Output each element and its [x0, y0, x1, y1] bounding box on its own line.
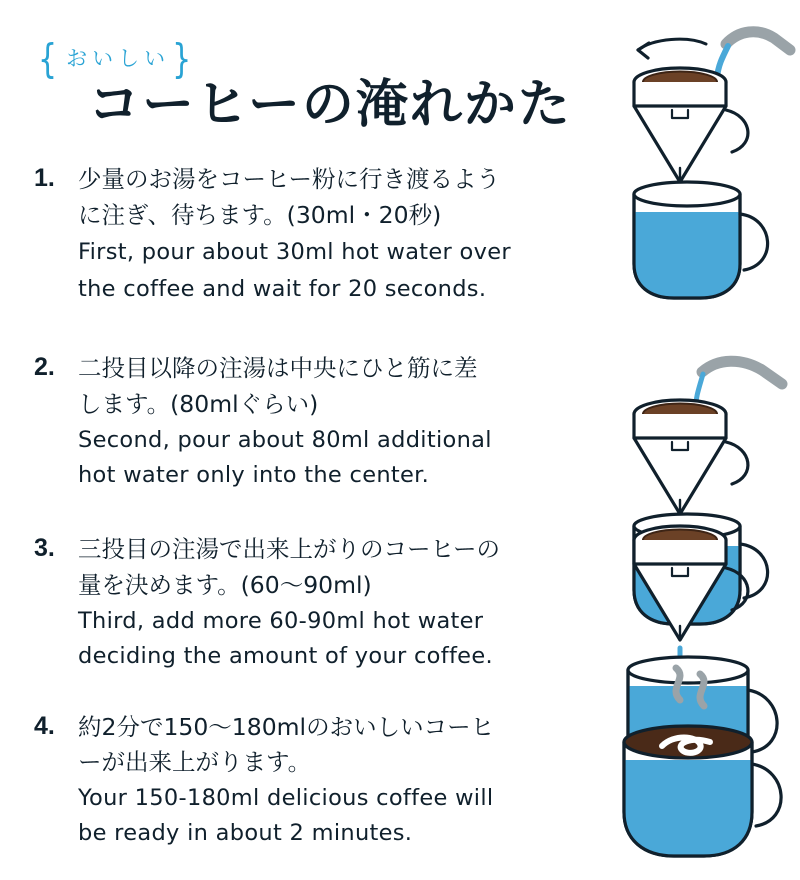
step-jp-line: 二投目以降の注湯は中央にひと筋に差	[78, 354, 478, 383]
step-jp-line: ーが出来上がります。	[78, 748, 312, 777]
step-en-line: Second, pour about 80ml additional	[78, 426, 492, 453]
step-jp-line: 少量のお湯をコーヒー粉に行き渡るよう	[78, 165, 501, 193]
dripper-over-mug-wide-pour-icon	[576, 6, 800, 321]
step-en-line: Third, add more 60-90ml hot water	[78, 607, 484, 634]
illustration-column	[576, 0, 800, 877]
list-item	[0, 532, 580, 673]
step-en-line: the coffee and wait for 20 seconds.	[78, 276, 487, 303]
step-jp-line: 三投目の注湯で出来上がりのコーヒーの	[78, 535, 501, 564]
brace-left-icon: {	[38, 35, 63, 84]
list-item	[0, 162, 580, 307]
steps-list	[0, 162, 580, 851]
step-en-line: Your 150-180ml delicious coffee will	[78, 785, 494, 811]
step-number: 2.	[34, 353, 55, 382]
step-jp-line: します。(80mlぐらい)	[78, 389, 319, 418]
step-en-line: First, pour about 30ml hot water over	[78, 239, 511, 266]
step-en-line: be ready in about 2 minutes.	[78, 819, 413, 846]
step-jp-line: に注ぎ、待ちます。(30ml・20秒)	[78, 200, 442, 229]
header	[0, 0, 580, 150]
subtitle-badge-label: おいしい	[66, 46, 171, 71]
step-jp-line: 量を決めます。(60〜90ml)	[78, 571, 372, 600]
step-number: 4.	[34, 711, 55, 740]
steaming-mug-of-coffee-icon	[576, 660, 800, 875]
step-jp-line: 約2分で150〜180mlのおいしいコーヒ	[78, 712, 495, 741]
step-number: 3.	[34, 534, 55, 563]
brace-right-icon: }	[172, 35, 197, 84]
step-en-line: deciding the amount of your coffee.	[78, 642, 493, 669]
page-title: コーヒーの淹れかた	[88, 75, 572, 135]
step-number: 1.	[34, 164, 55, 192]
illustration-step-1	[576, 6, 800, 321]
list-item	[0, 351, 580, 492]
list-item	[0, 710, 580, 851]
illustration-step-4	[576, 660, 800, 875]
step-en-line: hot water only into the center.	[78, 461, 430, 488]
